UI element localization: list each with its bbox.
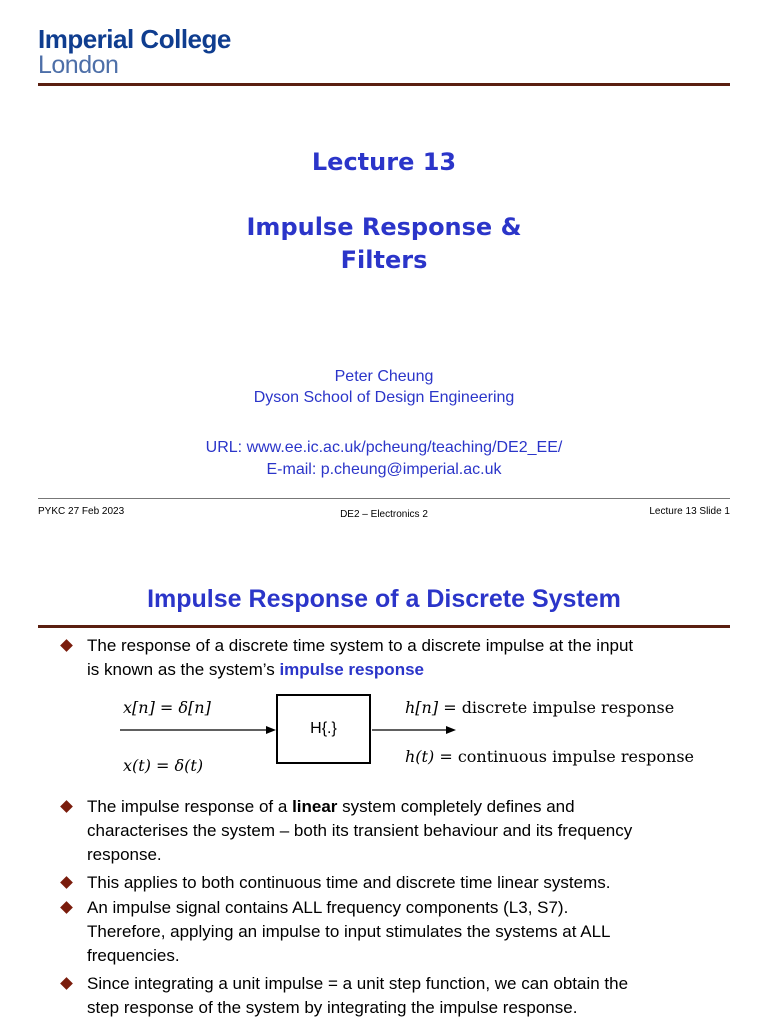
impulse-response-term: impulse response xyxy=(279,660,424,679)
bullet1-line2: is known as the system’s xyxy=(87,660,280,679)
bullet1-line1: The response of a discrete time system to a discrete impulse at the input xyxy=(87,636,634,655)
output-arrow xyxy=(372,720,462,740)
footer-rule xyxy=(38,498,730,499)
slide1-title-line1: Impulse Response & xyxy=(246,213,522,241)
header-rule xyxy=(38,83,730,86)
input-arrow xyxy=(120,720,280,740)
imperial-college-logo xyxy=(38,26,231,78)
bullet-diamond-icon xyxy=(60,977,73,990)
bullet-applies-both: This applies to both continuous time and discrete time linear systems. xyxy=(62,871,712,895)
footer-course: DE2 – Electronics 2 xyxy=(340,509,428,520)
system-block-label: H{.} xyxy=(310,720,337,737)
bullet-linear-system: The impulse response of a linear system completely defines and characterises the system – both its transient behaviour and its frequency response. xyxy=(62,795,712,867)
lecture-number: Lecture 13 xyxy=(311,148,457,176)
slide2-title-rule xyxy=(38,625,730,628)
system-block xyxy=(276,694,371,764)
footer-slide-number: Lecture 13 Slide 1 xyxy=(649,506,730,517)
bullet-diamond-icon xyxy=(60,639,73,652)
footer-author-date: PYKC 27 Feb 2023 xyxy=(38,506,125,517)
bullet-step-response: Since integrating a unit impulse = a unit step function, we can obtain the step response of the system by integrating the impulse response. xyxy=(62,972,712,1020)
slide1-title-line2: Filters xyxy=(340,246,428,274)
logo-line1: Imperial College xyxy=(38,24,231,54)
input-discrete-equation: x[n] = δ[n] xyxy=(123,698,211,717)
contact-email[interactable]: E-mail: p.cheung@imperial.ac.uk xyxy=(266,461,502,478)
author-name: Peter Cheung xyxy=(334,368,434,385)
bullet-impulse-response-definition xyxy=(62,634,712,682)
school-name: Dyson School of Design Engineering xyxy=(253,389,515,406)
output-continuous-equation: h(t) = continuous impulse response xyxy=(405,747,695,766)
slide2-title: Impulse Response of a Discrete System xyxy=(147,585,621,613)
bullet-diamond-icon xyxy=(60,901,73,914)
bullet-diamond-icon xyxy=(60,800,73,813)
bullet-diamond-icon xyxy=(60,876,73,889)
bullet-all-frequencies: An impulse signal contains ALL frequency components (L3, S7). Therefore, applying an impulse to input stimulates the systems at ALL frequencies. xyxy=(62,896,712,968)
input-continuous-equation: x(t) = δ(t) xyxy=(123,756,204,775)
linear-term: linear xyxy=(292,797,338,816)
logo-line2: London xyxy=(38,51,119,79)
output-discrete-equation: h[n] = discrete impulse response xyxy=(405,698,675,717)
course-url[interactable]: URL: www.ee.ic.ac.uk/pcheung/teaching/DE2_EE/ xyxy=(205,439,563,456)
